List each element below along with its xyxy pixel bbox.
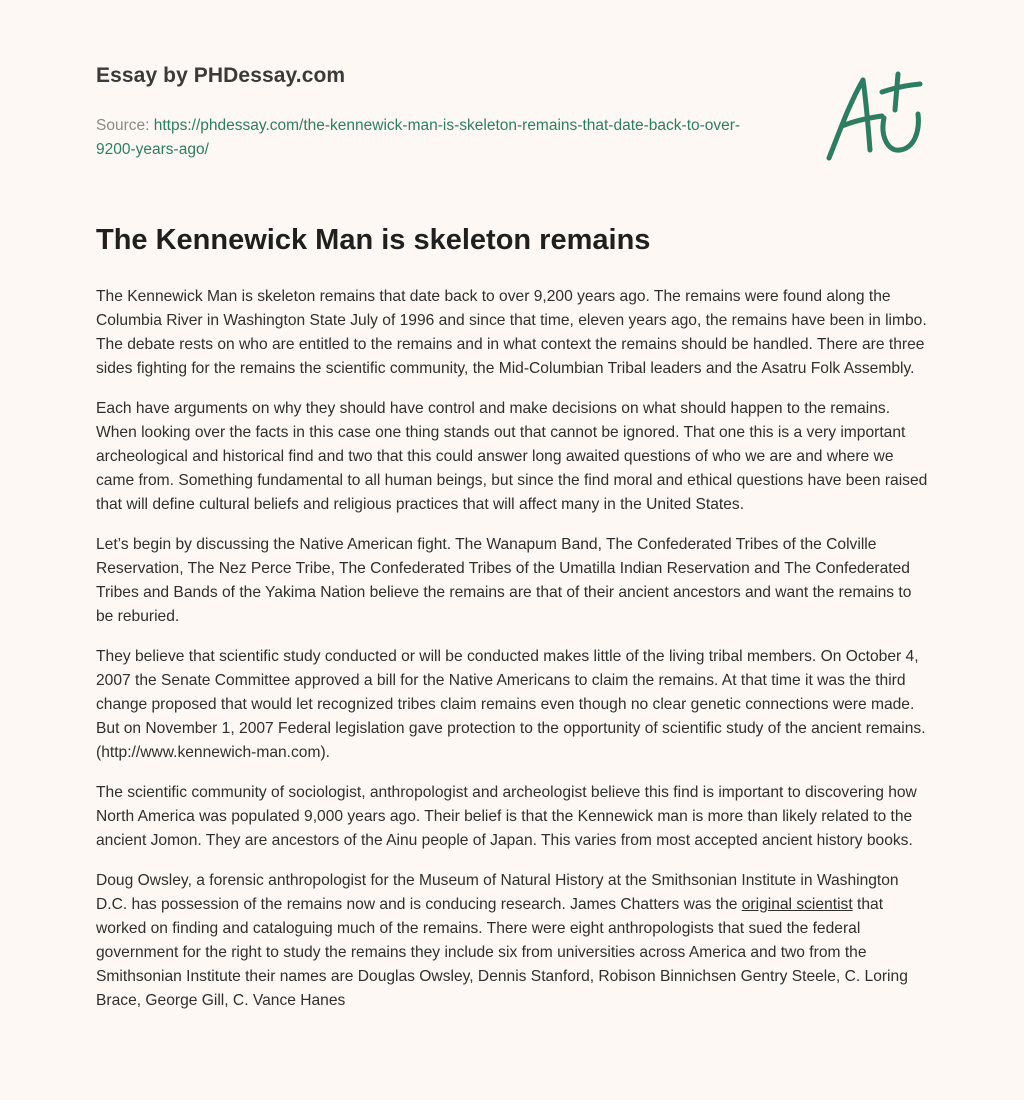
original-scientist-link[interactable]: original scientist — [741, 896, 853, 913]
site-brand: Essay by PHDessay.com — [96, 64, 346, 87]
essay-paragraph — [96, 869, 932, 1013]
essay-paragraph: Each have arguments on why they should have control and make decisions on what should happen to the remains. When looking over the facts in this case one thing stands out that cannot be ignored. That one this is a very important archeological and historical find and two that this could answer long awaited questions of who we are and where we came from. Something fundamental to all human beings, but since the find moral and ethical questions have been raised that will define cultural beliefs and religious practices that will affect many in the United States. — [96, 400, 928, 513]
essay-body — [96, 285, 932, 1029]
essay-paragraph: The scientific community of sociologist, anthropologist and archeologist believe this find is important to discovering how North America was populated 9,000 years ago. Their belief is that the Kennewick man is more than likely related to the ancient Jomon. They are ancestors of the Ainu people of Japan. This varies from most accepted ancient history books. — [96, 784, 917, 849]
source-label: Source: — [96, 117, 154, 134]
page-header — [96, 64, 776, 162]
paragraph-text: that worked on finding and cataloguing much of the remains. There were eight anthropologists that sued the federal government for the right to study the remains they include six from universities across America and two from the Smithsonian Institute their names are Douglas Owsley, Dennis Stanford, Robison Binnichsen Gentry Steele, C. Loring Brace, George Gill, C. Vance Hanes — [96, 896, 908, 1009]
source-link[interactable]: https://phdessay.com/the-kennewick-man-is-skeleton-remains-that-date-back-to-over-9200-years-ago/ — [96, 117, 741, 158]
essay-title: The Kennewick Man is skeleton remains — [96, 224, 651, 256]
a-plus-grade-icon — [820, 66, 930, 166]
essay-paragraph: The Kennewick Man is skeleton remains that date back to over 9,200 years ago. The remains were found along the Columbia River in Washington State July of 1996 and since that time, eleven years ago, the remains have been in limbo. The debate rests on who are entitled to the remains and in what context the remains should be handled. There are three sides fighting for the remains the scientific community, the Mid-Columbian Tribal leaders and the Asatru Folk Assembly. — [96, 288, 927, 377]
source-line — [96, 114, 776, 162]
essay-paragraph: They believe that scientific study conducted or will be conducted makes little of the living tribal members. On October 4, 2007 the Senate Committee approved a bill for the Native Americans to claim the remains. At that time it was the third change proposed that would let recognized tribes claim remains even though no clear genetic connections were made. But on November 1, 2007 Federal legislation gave protection to the opportunity of scientific study of the ancient remains. (http://www.kennewich-man.com). — [96, 648, 926, 761]
essay-paragraph: Let’s begin by discussing the Native American fight. The Wanapum Band, The Confederated Tribes of the Colville Reservation, The Nez Perce Tribe, The Confederated Tribes of the Umatilla Indian Reservation and The Confederated Tribes and Bands of the Yakima Nation believe the remains are that of their ancient ancestors and want the remains to be reburied. — [96, 536, 912, 625]
paragraph-text: Doug Owsley, a forensic anthropologist for the Museum of Natural History at the Smithsonian Institute in Washington D.C. has possession of the remains now and is conducing research. James Chatters was the — [96, 872, 899, 913]
